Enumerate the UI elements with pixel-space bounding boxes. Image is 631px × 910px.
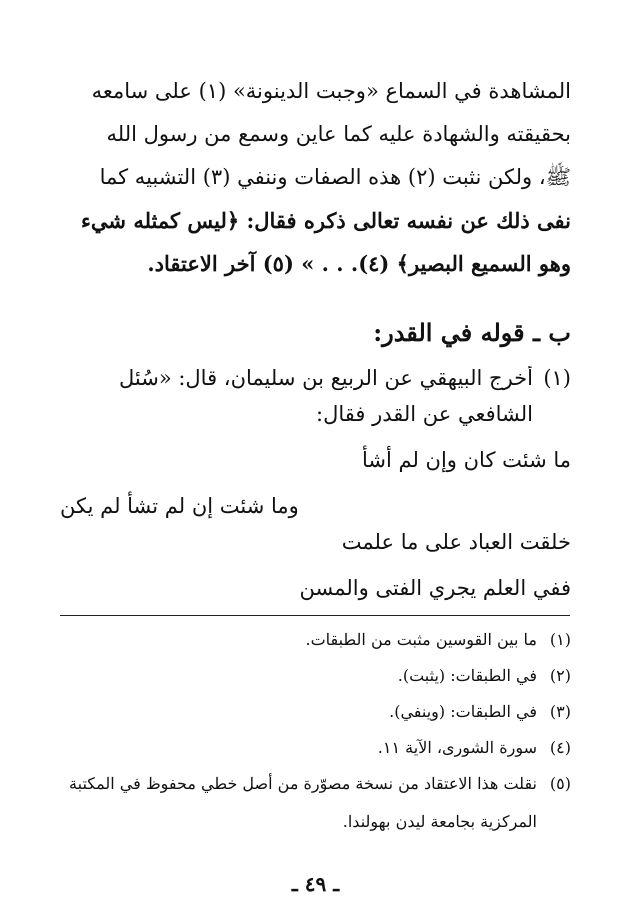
footnote-number: (١) [549,630,571,649]
page-number: ـ ٤٩ ـ [291,872,340,896]
footnote-2 [60,666,571,685]
footnote-number: (٥) [549,774,571,793]
poem-verse-1: ما شئت كان وإن لم أشأ [362,448,571,472]
poem-verse-3: خلقت العباد على ما علمت [341,530,571,554]
footnote-text: ما بين القوسين مثبت من الطبقات. [305,630,537,649]
intro-paragraph [60,70,571,285]
intro-line-2: بحقيقته والشهادة عليه كما عاين وسمع من رسول الله [106,122,571,146]
poem-verse-4: ففي العلم يجري الفتى والمسن [299,576,571,600]
footnote-5 [60,774,571,793]
intro-line-1: المشاهدة في السماع «وجبت الدينونة» (١) على سامعه [91,79,571,103]
item-line-2: الشافعي عن القدر فقال: [316,402,533,426]
section-heading: ب ـ قوله في القدر: [373,318,571,347]
intro-line-3: ﷺ، ولكن نثبت (٢) هذه الصفات وننفي (٣) التشبيه كما [99,165,571,189]
footnote-number: (٣) [549,702,571,721]
footnote-5-continuation [60,812,571,831]
footnote-4 [60,738,571,757]
item-line-1: أخرج البيهقي عن الربيع بن سليمان، قال: «سُئل [118,366,533,390]
footnote-text: سورة الشورى، الآية ١١. [377,738,537,757]
numbered-item-1 [60,366,571,436]
footnote-number: (٢) [549,666,571,685]
footnote-1 [60,630,571,649]
poem-verse-2: وما شئت إن لم تشأ لم يكن [60,494,299,518]
footnote-text: في الطبقات: (يثبت). [397,666,537,685]
footnote-text: في الطبقات: (وينفي). [389,702,537,721]
intro-line-4: نفى ذلك عن نفسه تعالى ذكره فقال: ﴿ليس كمثله شيء [81,208,571,233]
item-number: (١) [543,366,571,390]
footnote-number: (٤) [549,738,571,757]
footnote-3 [60,702,571,721]
intro-line-5: وهو السميع البصير﴾ (٤). . . » (٥) آخر الاعتقاد. [147,251,571,276]
footnote-divider [60,615,570,616]
footnote-text: نقلت هذا الاعتقاد من نسخة مصوّرة من أصل خطي محفوظ في المكتبة [69,774,537,793]
footnote-text: المركزية بجامعة ليدن بهولندا. [342,812,537,831]
